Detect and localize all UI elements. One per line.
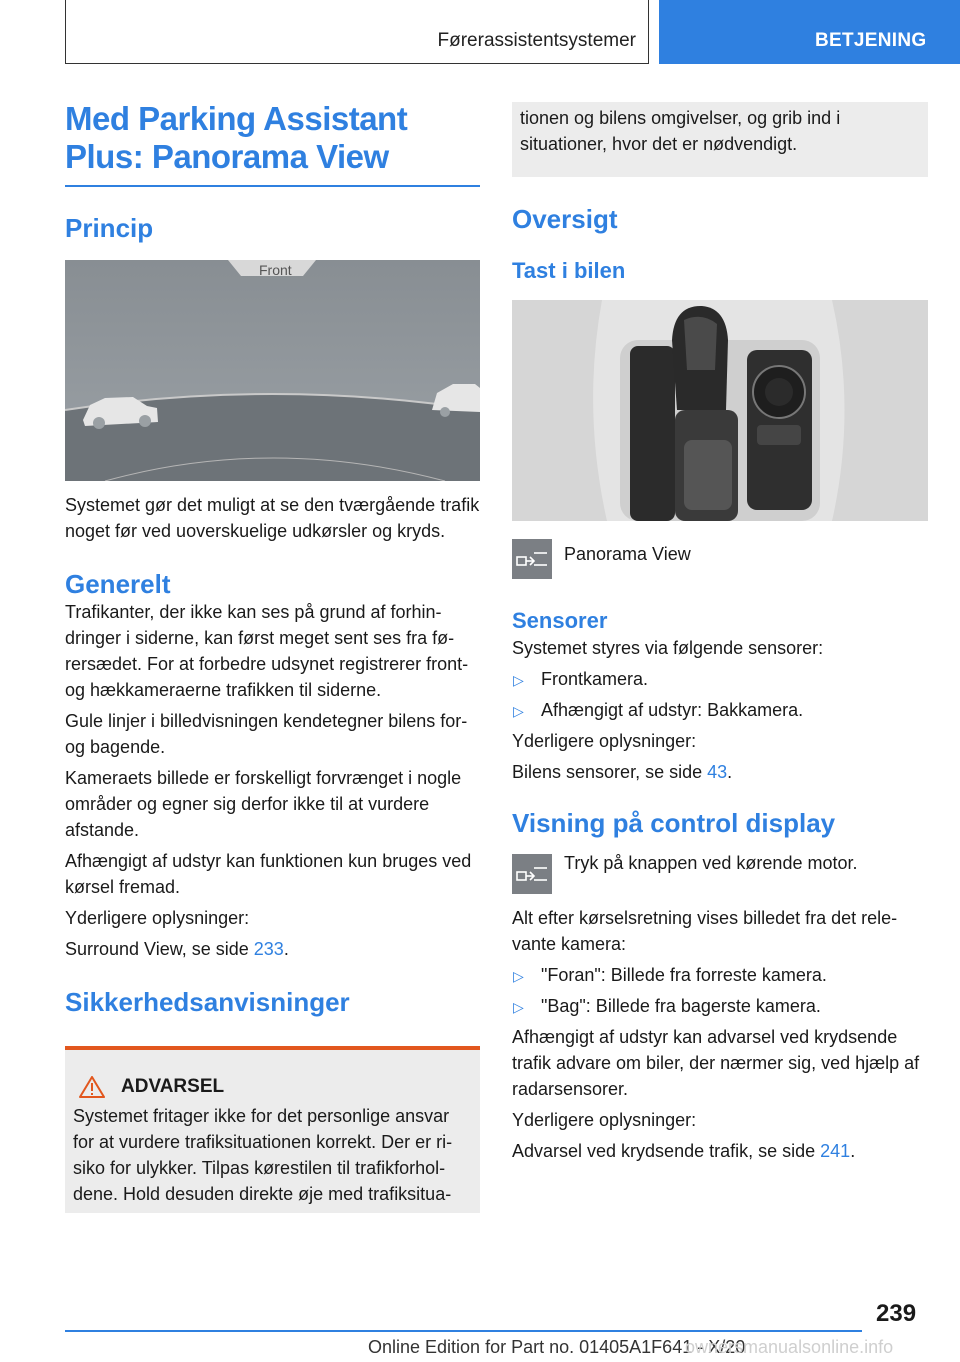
sensorer-intro: Systemet styres via følgende sensorer: [512, 638, 824, 658]
front-camera-image [65, 260, 480, 481]
panorama-view-button-icon [516, 864, 548, 884]
generelt-paragraph-1: Trafikanter, der ikke kan ses på grund af forhindringer i siderne, kan først meget sent ses fra førersædet. For at forbedre udsynet registrerer front- og hækkameraerne trafikken til siderne. [65, 602, 469, 700]
bullet-triangle-icon: ▷ [513, 999, 524, 1015]
visning-reference-text: Advarsel ved krydsende trafik, se side [512, 1141, 821, 1161]
warning-text: Systemet fritager ikke for det personlige ansvar for at vurdere trafiksituationen korrekt. Der er risiko for ulykker. Tilpas kørestilen til trafikforholdene. Hold desuden direkte øje med trafiksitua- [73, 1106, 453, 1204]
generelt-reference: Surround View, se side 233. [65, 939, 289, 959]
panorama-view-label: Panorama View [564, 544, 691, 564]
panorama-view-button-row [512, 539, 928, 579]
generelt-more-info: Yderligere oplysninger: [65, 908, 250, 928]
console-illustration [512, 300, 928, 521]
panorama-view-button[interactable] [512, 854, 552, 894]
bullet-triangle-icon: ▷ [513, 968, 524, 984]
warning-text-continued: tionen og bilens omgivelser, og grib ind i situationer, hvor det er nødvendigt. [520, 108, 841, 154]
header-chapter-tab [659, 0, 960, 64]
visning-item [512, 993, 928, 1019]
tast-heading: Tast i bilen [512, 258, 626, 283]
header-chapter-label: BETJENING [815, 30, 927, 51]
right-column [512, 102, 928, 1164]
visning-item-text: "Bag": Billede fra bagerste kamera. [541, 996, 821, 1016]
console-buttons-image [512, 300, 928, 521]
generelt-paragraph-4: Afhængigt af udstyr kan funktionen kun bruges ved kørsel fremad. [65, 851, 472, 897]
bullet-triangle-icon: ▷ [513, 672, 524, 688]
sensorer-item-text: Afhængigt af udstyr: Bakkamera. [541, 700, 804, 720]
footer-watermark: ownersmanualsonline.info [685, 1337, 894, 1357]
page-link-241[interactable]: 241 [820, 1141, 851, 1161]
visning-paragraph-2: Afhængigt af udstyr kan advarsel ved krydsende trafik advare om biler, der nærmer sig, ved hjælp af radarsensorer. [512, 1027, 920, 1099]
sensorer-item [512, 697, 928, 723]
generelt-heading: Generelt [65, 569, 171, 599]
visning-more-info: Yderligere oplysninger: [512, 1110, 697, 1130]
footer-rule [65, 1330, 862, 1332]
page-title-line-2: Plus: Panorama View [65, 138, 389, 175]
visning-paragraph-1: Alt efter kørselsretning vises billedet fra det relevante kamera: [512, 908, 898, 954]
generelt-paragraph-2: Gule linjer i billedvisningen kendetegner bilens for- og bagende. [65, 711, 468, 757]
sensorer-reference: Bilens sensorer, se side 43. [512, 762, 733, 782]
visning-reference: Advarsel ved krydsende trafik, se side 241. [512, 1141, 856, 1161]
visning-item-text: "Foran": Billede fra forreste kamera. [541, 965, 827, 985]
sensorer-reference-text: Bilens sensorer, se side [512, 762, 708, 782]
header-section-box [65, 0, 649, 64]
page-number: 239 [876, 1300, 917, 1327]
sensorer-item-text: Frontkamera. [541, 669, 649, 689]
panorama-view-button[interactable] [512, 539, 552, 579]
front-camera-illustration [65, 260, 480, 481]
princip-text: Systemet gør det muligt at se den tværgående trafik noget før ved uoverskuelige udkørsler og kryds. [65, 495, 480, 541]
princip-heading: Princip [65, 213, 154, 243]
page-link-233[interactable]: 233 [253, 939, 284, 959]
header-section-title: Førerassistentsystemer [437, 30, 636, 51]
generelt-reference-text: Surround View, se side [65, 939, 254, 959]
visning-heading: Visning på control display [512, 808, 836, 838]
warning-title: ADVARSEL [121, 1076, 225, 1097]
page-title-line-1: Med Parking Assistant [65, 100, 408, 137]
generelt-paragraph-3: Kameraets billede er forskelligt forvrænget i nogle områder og egner sig derfor ikke til at vurdere afstande. [65, 768, 462, 840]
sensorer-more-info: Yderligere oplysninger: [512, 731, 697, 751]
footer-edition: Online Edition for Part no. 01405A1F641 - X/20 [368, 1337, 746, 1357]
sensorer-item [512, 666, 928, 692]
bullet-triangle-icon: ▷ [513, 703, 524, 719]
warning-box-continued [512, 102, 928, 177]
warning-title-row [79, 1075, 472, 1099]
visning-instruction-row [512, 850, 928, 894]
sikkerhed-heading: Sikkerhedsanvisninger [65, 987, 350, 1017]
front-label: Front [259, 262, 292, 278]
page-title [65, 100, 480, 176]
warning-triangle-icon [79, 1076, 105, 1098]
title-rule [65, 185, 480, 187]
page-link-43[interactable]: 43 [707, 762, 728, 782]
sensorer-heading: Sensorer [512, 608, 608, 633]
oversigt-heading: Oversigt [512, 204, 618, 234]
left-column [65, 100, 480, 1213]
visning-instruction: Tryk på knappen ved kørende motor. [564, 853, 858, 873]
panorama-view-button-icon [516, 549, 548, 569]
visning-item [512, 962, 928, 988]
warning-box [65, 1046, 480, 1213]
